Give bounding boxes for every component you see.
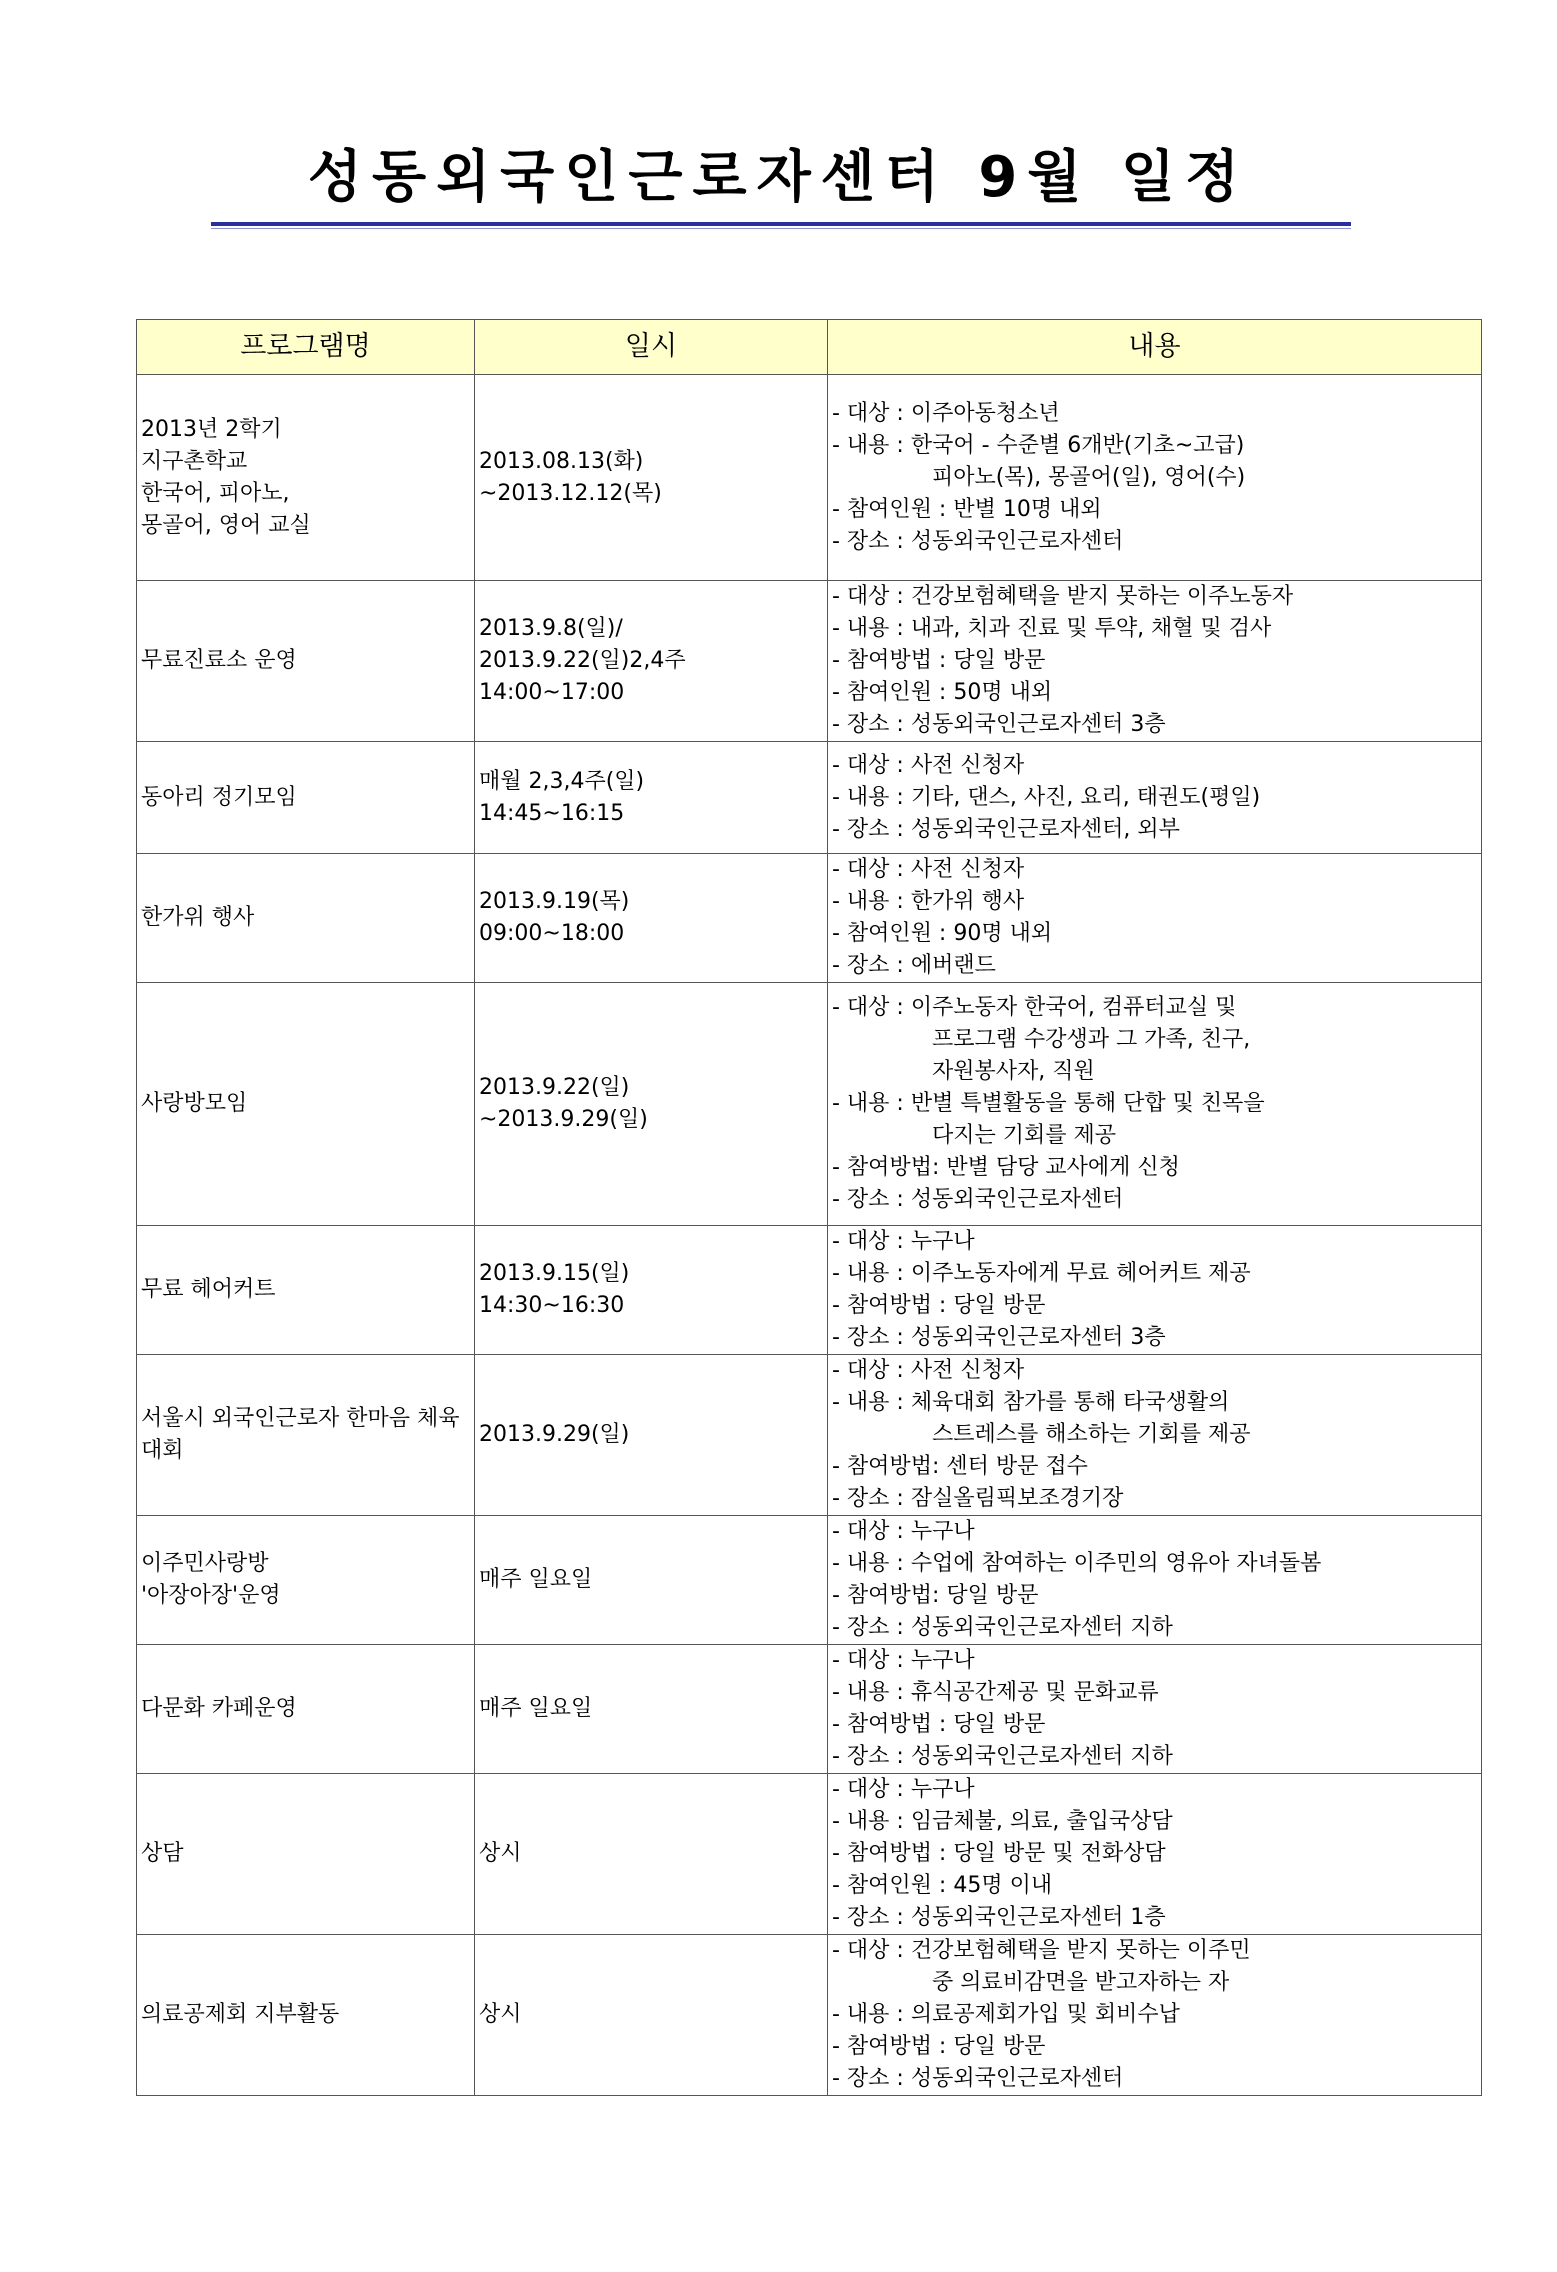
- content-line: - 장소 : 성동외국인근로자센터: [832, 528, 1124, 554]
- content-line: - 대상 : 건강보험혜택을 받지 못하는 이주노동자: [832, 584, 1294, 609]
- date-line: 2013.9.29(일): [479, 1422, 630, 1447]
- date-line: 2013.9.8(일)/: [479, 616, 623, 641]
- content-line: - 대상 : 건강보험혜택을 받지 못하는 이주민: [832, 1938, 1251, 1963]
- program-name-line: 무료 헤어커트: [141, 1277, 276, 1302]
- content-line: - 대상 : 사전 신청자: [832, 857, 1025, 882]
- content-cell: [828, 1226, 1482, 1355]
- program-name-line: 동아리 정기모임: [141, 784, 297, 810]
- content-line: - 대상 : 이주노동자 한국어, 컴퓨터교실 및: [832, 995, 1237, 1020]
- content-line: - 참여인원 : 45명 이내: [832, 1873, 1053, 1898]
- date-line: 2013.9.22(일)2,4주: [479, 648, 686, 673]
- content-line: - 참여방법: 당일 방문: [832, 1583, 1039, 1608]
- program-name-cell: [137, 854, 475, 983]
- content-cell: [828, 983, 1482, 1226]
- program-name-line: 이주민사랑방: [141, 1551, 269, 1576]
- date-line: 2013.9.19(목): [479, 889, 630, 914]
- date-cell: [475, 742, 828, 854]
- content-line: - 내용 : 휴식공간제공 및 문화교류: [832, 1680, 1159, 1705]
- content-line: - 참여인원 : 90명 내외: [832, 921, 1053, 946]
- content-line: - 대상 : 누구나: [832, 1519, 975, 1544]
- content-line: - 장소 : 에버랜드: [832, 953, 996, 978]
- program-name-cell: [137, 1774, 475, 1935]
- content-cell: [828, 1516, 1482, 1645]
- table-row: [137, 1226, 1482, 1355]
- content-cell: [828, 742, 1482, 854]
- program-name-line: 2013년 2학기: [141, 416, 282, 442]
- table-row: [137, 1516, 1482, 1645]
- date-cell: [475, 1355, 828, 1516]
- program-name-line: 몽골어, 영어 교실: [141, 512, 311, 538]
- content-line: - 장소 : 성동외국인근로자센터: [832, 2066, 1124, 2091]
- date-line: 2013.9.15(일): [479, 1261, 630, 1286]
- table-row: [137, 1355, 1482, 1516]
- date-cell: [475, 1516, 828, 1645]
- program-name-cell: [137, 1226, 475, 1355]
- schedule-table: [136, 319, 1482, 2096]
- date-line: 상시: [479, 1841, 522, 1866]
- table-row: [137, 1774, 1482, 1935]
- date-cell: [475, 983, 828, 1226]
- content-line: - 내용 : 체육대회 참가를 통해 타국생활의: [832, 1390, 1230, 1415]
- date-line: 2013.08.13(화): [479, 448, 644, 474]
- content-line: - 장소 : 성동외국인근로자센터 3층: [832, 712, 1166, 737]
- program-name-cell: [137, 375, 475, 581]
- content-line: - 참여방법: 센터 방문 접수: [832, 1454, 1088, 1479]
- content-line: - 내용 : 반별 특별활동을 통해 단합 및 친목을: [832, 1091, 1265, 1116]
- content-line: - 내용 : 한가위 행사: [832, 889, 1025, 914]
- program-name-line: 한가위 행사: [141, 905, 255, 930]
- title-underline: [211, 222, 1351, 229]
- content-line: - 참여방법 : 당일 방문: [832, 1293, 1046, 1318]
- content-line: 다지는 기회를 제공: [932, 1123, 1117, 1148]
- program-name-cell: [137, 1645, 475, 1774]
- content-cell: [828, 1935, 1482, 2096]
- program-name-line: '아장아장'운영: [141, 1583, 281, 1608]
- content-cell: [828, 375, 1482, 581]
- date-line: 상시: [479, 2002, 522, 2027]
- content-line: - 장소 : 잠실올림픽보조경기장: [832, 1486, 1124, 1511]
- date-cell: [475, 1935, 828, 2096]
- program-name-line: 사랑방모임: [141, 1091, 248, 1116]
- date-line: 매주 일요일: [479, 1567, 593, 1592]
- content-line: - 내용 : 내과, 치과 진료 및 투약, 채혈 및 검사: [832, 616, 1272, 641]
- content-line: - 대상 : 누구나: [832, 1229, 975, 1254]
- program-name-line: 한국어, 피아노,: [141, 480, 290, 506]
- content-line: - 내용 : 한국어 - 수준별 6개반(기초~고급): [832, 432, 1245, 458]
- content-line: - 참여방법: 반별 담당 교사에게 신청: [832, 1155, 1180, 1180]
- header-date: 일시: [475, 320, 828, 375]
- program-name-cell: [137, 1935, 475, 2096]
- header-content: 내용: [828, 320, 1482, 375]
- program-name-line: 대회: [141, 1438, 184, 1463]
- date-cell: [475, 375, 828, 581]
- date-line: 09:00~18:00: [479, 921, 625, 946]
- program-name-cell: [137, 581, 475, 742]
- program-name-line: 상담: [141, 1841, 184, 1866]
- date-cell: [475, 581, 828, 742]
- program-name-line: 무료진료소 운영: [141, 648, 297, 673]
- date-line: 매월 2,3,4주(일): [479, 768, 645, 794]
- content-line: 중 의료비감면을 받고자하는 자: [932, 1970, 1230, 1995]
- content-line: - 내용 : 이주노동자에게 무료 헤어커트 제공: [832, 1261, 1251, 1286]
- program-name-line: 의료공제회 지부활동: [141, 2002, 340, 2027]
- content-line: - 장소 : 성동외국인근로자센터 지하: [832, 1744, 1173, 1769]
- content-line: - 대상 : 누구나: [832, 1648, 975, 1673]
- date-line: 매주 일요일: [479, 1696, 593, 1721]
- date-line: ~2013.9.29(일): [479, 1107, 648, 1132]
- date-line: 14:30~16:30: [479, 1293, 625, 1318]
- date-cell: [475, 1774, 828, 1935]
- table-row: [137, 854, 1482, 983]
- program-name-cell: [137, 1355, 475, 1516]
- content-cell: [828, 1774, 1482, 1935]
- content-cell: [828, 1645, 1482, 1774]
- program-name-line: 다문화 카페운영: [141, 1696, 297, 1721]
- content-line: - 참여인원 : 반별 10명 내외: [832, 496, 1102, 522]
- content-cell: [828, 854, 1482, 983]
- content-line: 스트레스를 해소하는 기회를 제공: [932, 1422, 1251, 1447]
- page-title: 성동외국인근로자센터 9월 일정: [307, 145, 1250, 210]
- content-line: - 내용 : 임금체불, 의료, 출입국상담: [832, 1809, 1173, 1834]
- date-line: ~2013.12.12(목): [479, 480, 662, 506]
- table-row: [137, 983, 1482, 1226]
- table-row: [137, 375, 1482, 581]
- program-name-line: 서울시 외국인근로자 한마음 체육: [141, 1406, 460, 1431]
- content-line: - 내용 : 의료공제회가입 및 회비수납: [832, 2002, 1180, 2027]
- table-row: [137, 1935, 1482, 2096]
- program-name-line: 지구촌학교: [141, 448, 248, 474]
- content-line: - 참여방법 : 당일 방문 및 전화상담: [832, 1841, 1166, 1866]
- content-line: 프로그램 수강생과 그 가족, 친구,: [932, 1027, 1251, 1052]
- content-line: 자원봉사자, 직원: [932, 1059, 1095, 1084]
- content-line: - 장소 : 성동외국인근로자센터 1층: [832, 1905, 1166, 1930]
- content-line: - 장소 : 성동외국인근로자센터: [832, 1187, 1124, 1212]
- content-line: 피아노(목), 몽골어(일), 영어(수): [932, 464, 1246, 490]
- date-cell: [475, 1226, 828, 1355]
- program-name-cell: [137, 983, 475, 1226]
- table-row: [137, 581, 1482, 742]
- date-line: 14:45~16:15: [479, 800, 625, 826]
- content-line: - 참여인원 : 50명 내외: [832, 680, 1053, 705]
- content-line: - 참여방법 : 당일 방문: [832, 1712, 1046, 1737]
- content-line: - 장소 : 성동외국인근로자센터 3층: [832, 1325, 1166, 1350]
- date-line: 14:00~17:00: [479, 680, 625, 705]
- program-name-cell: [137, 1516, 475, 1645]
- content-line: - 장소 : 성동외국인근로자센터, 외부: [832, 816, 1180, 842]
- date-line: 2013.9.22(일): [479, 1075, 630, 1100]
- program-name-cell: [137, 742, 475, 854]
- content-cell: [828, 1355, 1482, 1516]
- content-line: - 참여방법 : 당일 방문: [832, 648, 1046, 673]
- content-line: - 장소 : 성동외국인근로자센터 지하: [832, 1615, 1173, 1640]
- content-line: - 대상 : 이주아동청소년: [832, 400, 1060, 426]
- table-header-row: [137, 320, 1482, 375]
- content-cell: [828, 581, 1482, 742]
- content-line: - 대상 : 사전 신청자: [832, 752, 1025, 778]
- content-line: - 내용 : 기타, 댄스, 사진, 요리, 태권도(평일): [832, 784, 1261, 810]
- table-row: [137, 1645, 1482, 1774]
- content-line: - 대상 : 누구나: [832, 1777, 975, 1802]
- header-program-name: 프로그램명: [137, 320, 475, 375]
- table-row: [137, 742, 1482, 854]
- content-line: - 참여방법 : 당일 방문: [832, 2034, 1046, 2059]
- date-cell: [475, 1645, 828, 1774]
- content-line: - 대상 : 사전 신청자: [832, 1358, 1025, 1383]
- date-cell: [475, 854, 828, 983]
- content-line: - 내용 : 수업에 참여하는 이주민의 영유아 자녀돌봄: [832, 1551, 1322, 1576]
